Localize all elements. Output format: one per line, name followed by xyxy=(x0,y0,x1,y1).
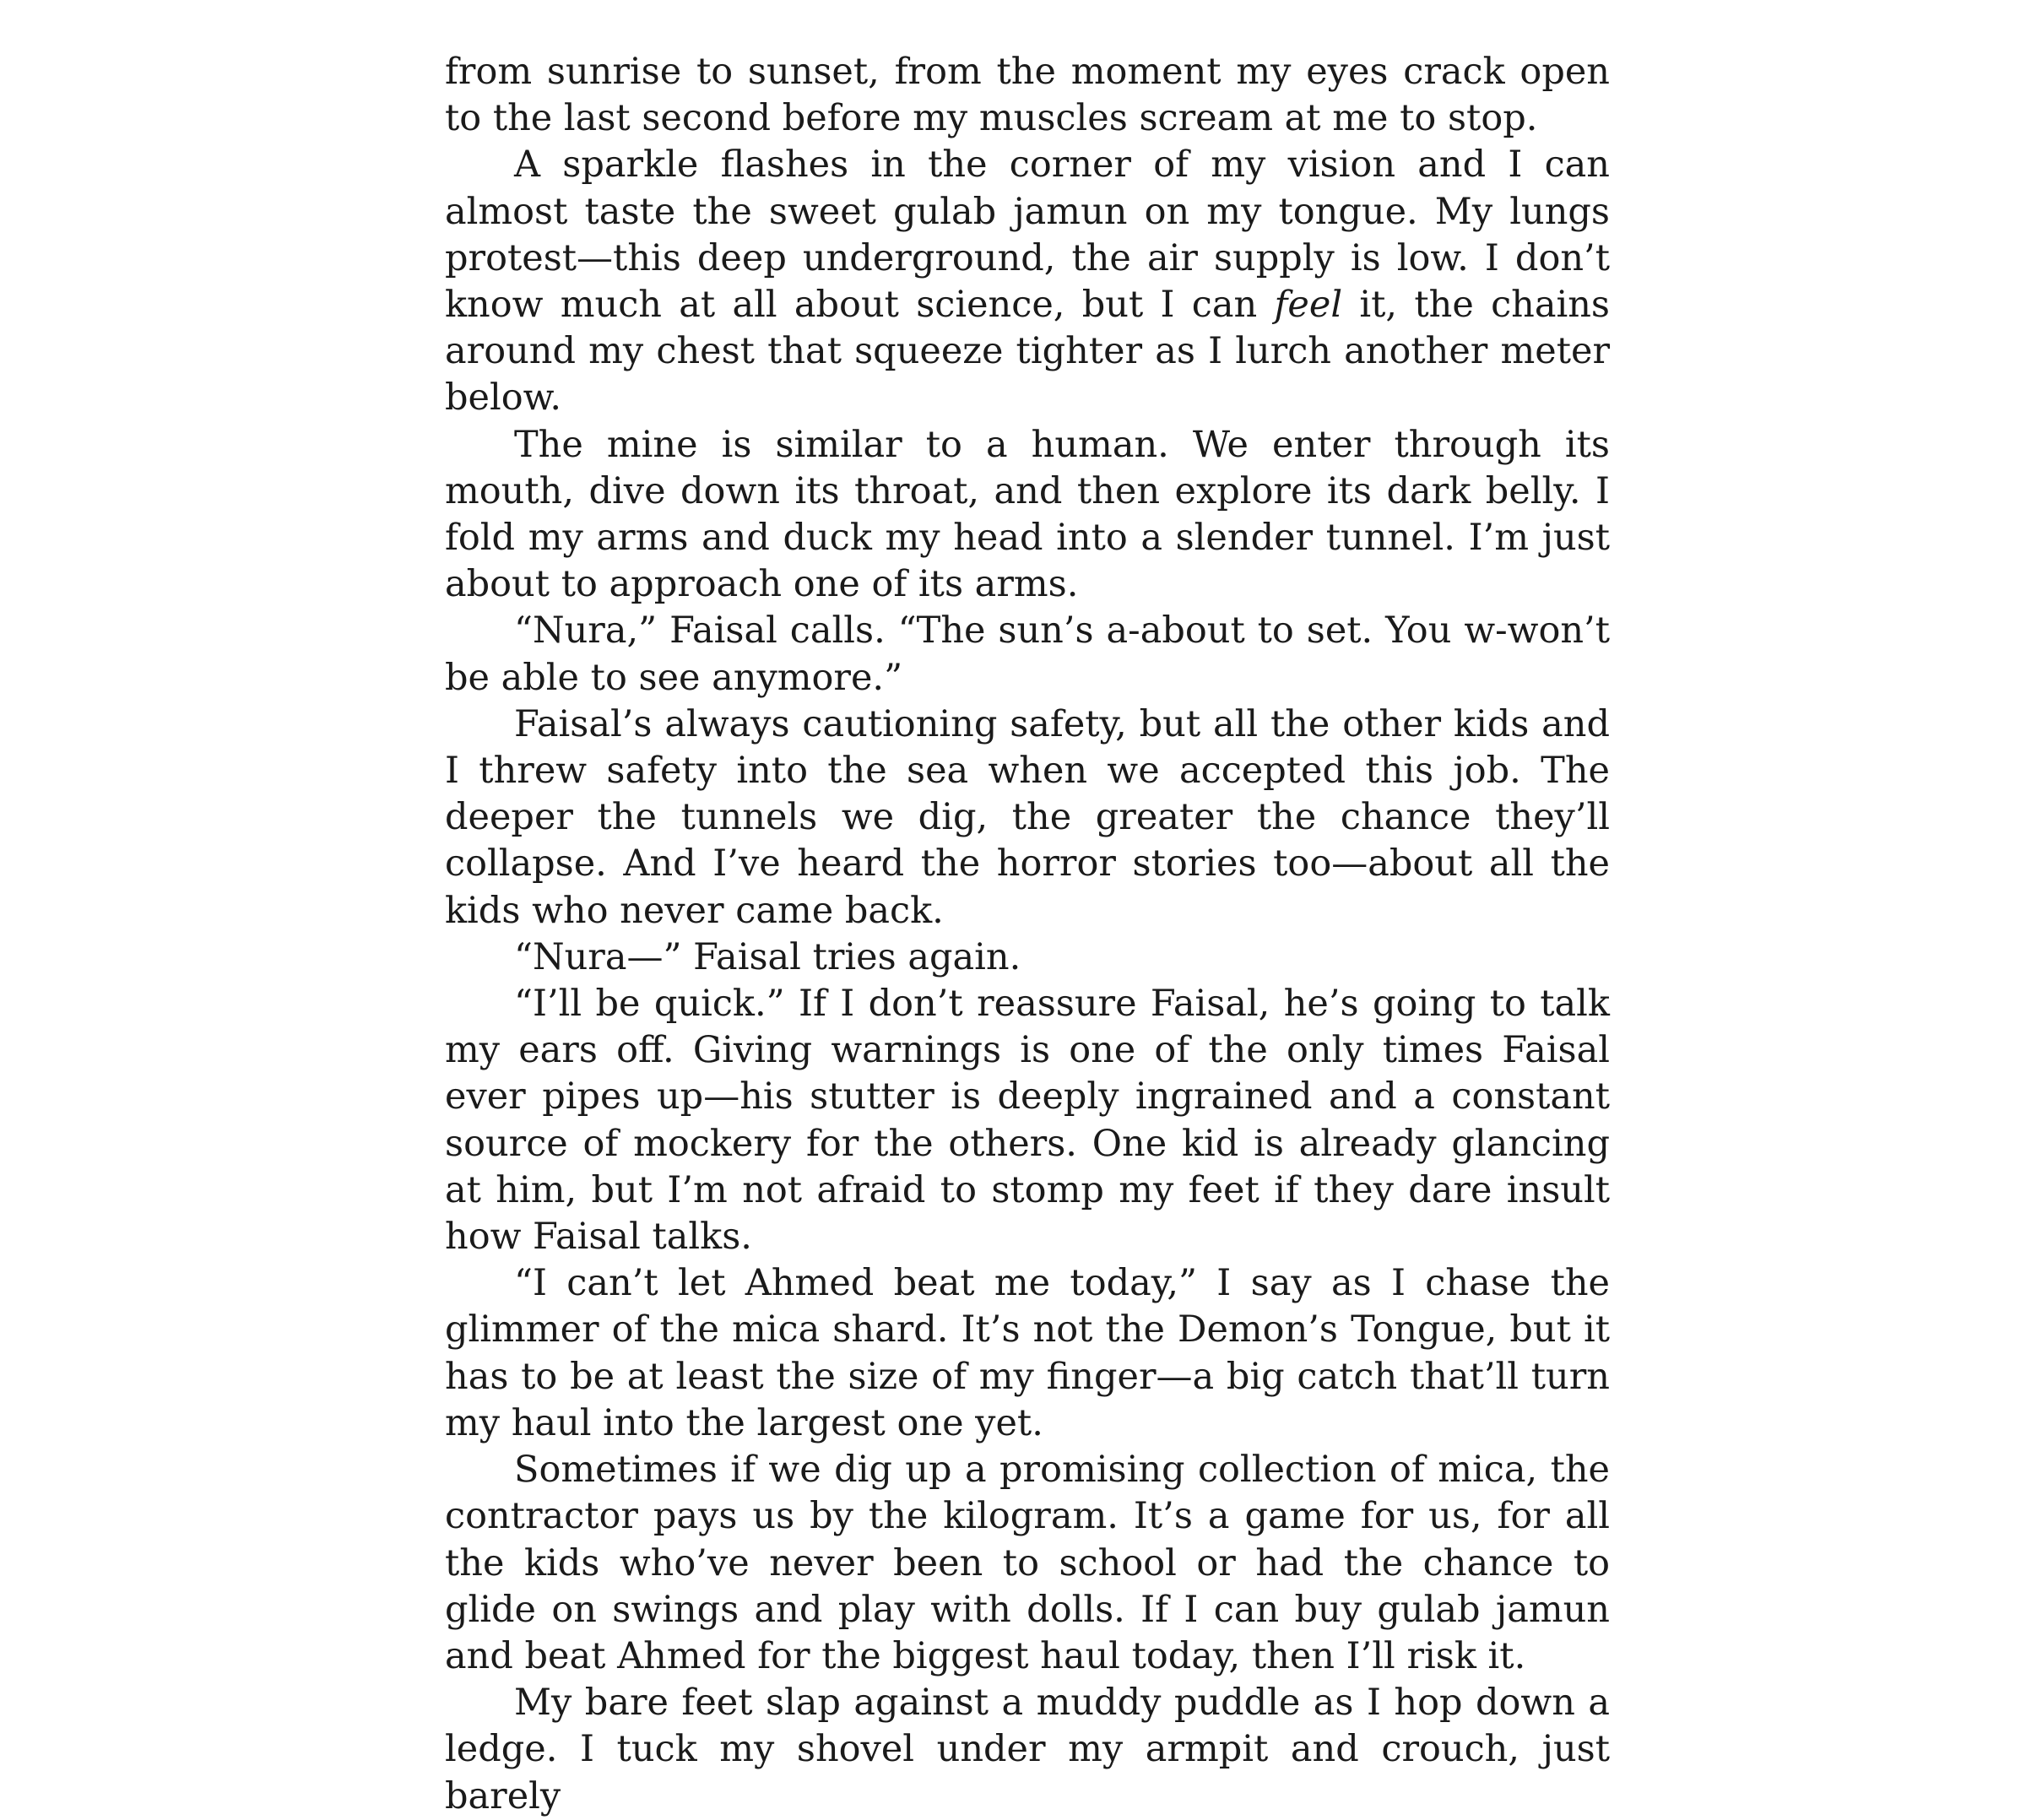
paragraph-10 xyxy=(445,1680,1610,1820)
paragraph-9 xyxy=(445,1447,1610,1680)
paragraph-text: “Nura—” Faisal tries again. xyxy=(514,935,1021,978)
paragraph-text: Sometimes if we dig up a promising collection of mica, the contractor pays us by the kilogram. It’s a game for us, for all the kids who’ve never been to school or had the chance to glide on swings and play with dolls. If I can buy gulab jamun and beat Ahmed for the biggest haul today, then I’ll risk it. xyxy=(445,1449,1610,1677)
italic-emphasis: feel xyxy=(1274,284,1343,327)
paragraph-7 xyxy=(445,981,1610,1260)
paragraph-text: A sparkle flashes in the corner of my vision and I can almost taste the sweet gulab jamun on my tongue. My lungs protest—this deep underground, the air supply is low. I don’t know much at all about science, but I can xyxy=(445,144,1610,327)
paragraph-5 xyxy=(445,701,1610,934)
paragraph-text: “I’ll be quick.” If I don’t reassure Faisal, he’s going to talk my ears off. Giving warnings is one of the only times Faisal ever pipes up—his stutter is deeply ingrained and a constant source of mockery for the others. One kid is already glancing at him, but I’m not afraid to stomp my feet if they dare insult how Faisal talks. xyxy=(445,983,1610,1259)
paragraph-text: “Nura,” Faisal calls. “The sun’s a-about to set. You w-won’t be able to see anymore.” xyxy=(445,609,1610,699)
paragraph-text: My bare feet slap against a muddy puddle as I hop down a ledge. I tuck my shovel under my armpit and crouch, just barely xyxy=(445,1682,1610,1817)
paragraph-text: it, the chains around my chest that squeeze tighter as I lurch another meter below. xyxy=(445,284,1610,420)
book-page-text xyxy=(445,49,1610,1820)
paragraph-2 xyxy=(445,142,1610,421)
paragraph-text: from sunrise to sunset, from the moment my eyes crack open to the last second before my muscles scream at me to stop. xyxy=(445,51,1610,140)
paragraph-8 xyxy=(445,1260,1610,1447)
paragraph-text: The mine is similar to a human. We enter through its mouth, dive down its throat, and then explore its dark belly. I fold my arms and duck my head into a slender tunnel. I’m just about to approach one of its arms. xyxy=(445,423,1610,606)
paragraph-4 xyxy=(445,608,1610,701)
paragraph-3 xyxy=(445,422,1610,609)
paragraph-text: Faisal’s always cautioning safety, but all the other kids and I threw safety into the sea when we accepted this job. The deeper the tunnels we dig, the greater the chance they’ll collapse. And I’ve heard the horror stories too—about all the kids who never came back. xyxy=(445,702,1610,932)
paragraph-text: “I can’t let Ahmed beat me today,” I say as I chase the glimmer of the mica shard. It’s not the Demon’s Tongue, but it has to be at least the size of my finger—a big catch that’ll turn my haul into the largest one yet. xyxy=(445,1262,1610,1444)
paragraph-1 xyxy=(445,49,1610,142)
paragraph-6 xyxy=(445,934,1610,981)
